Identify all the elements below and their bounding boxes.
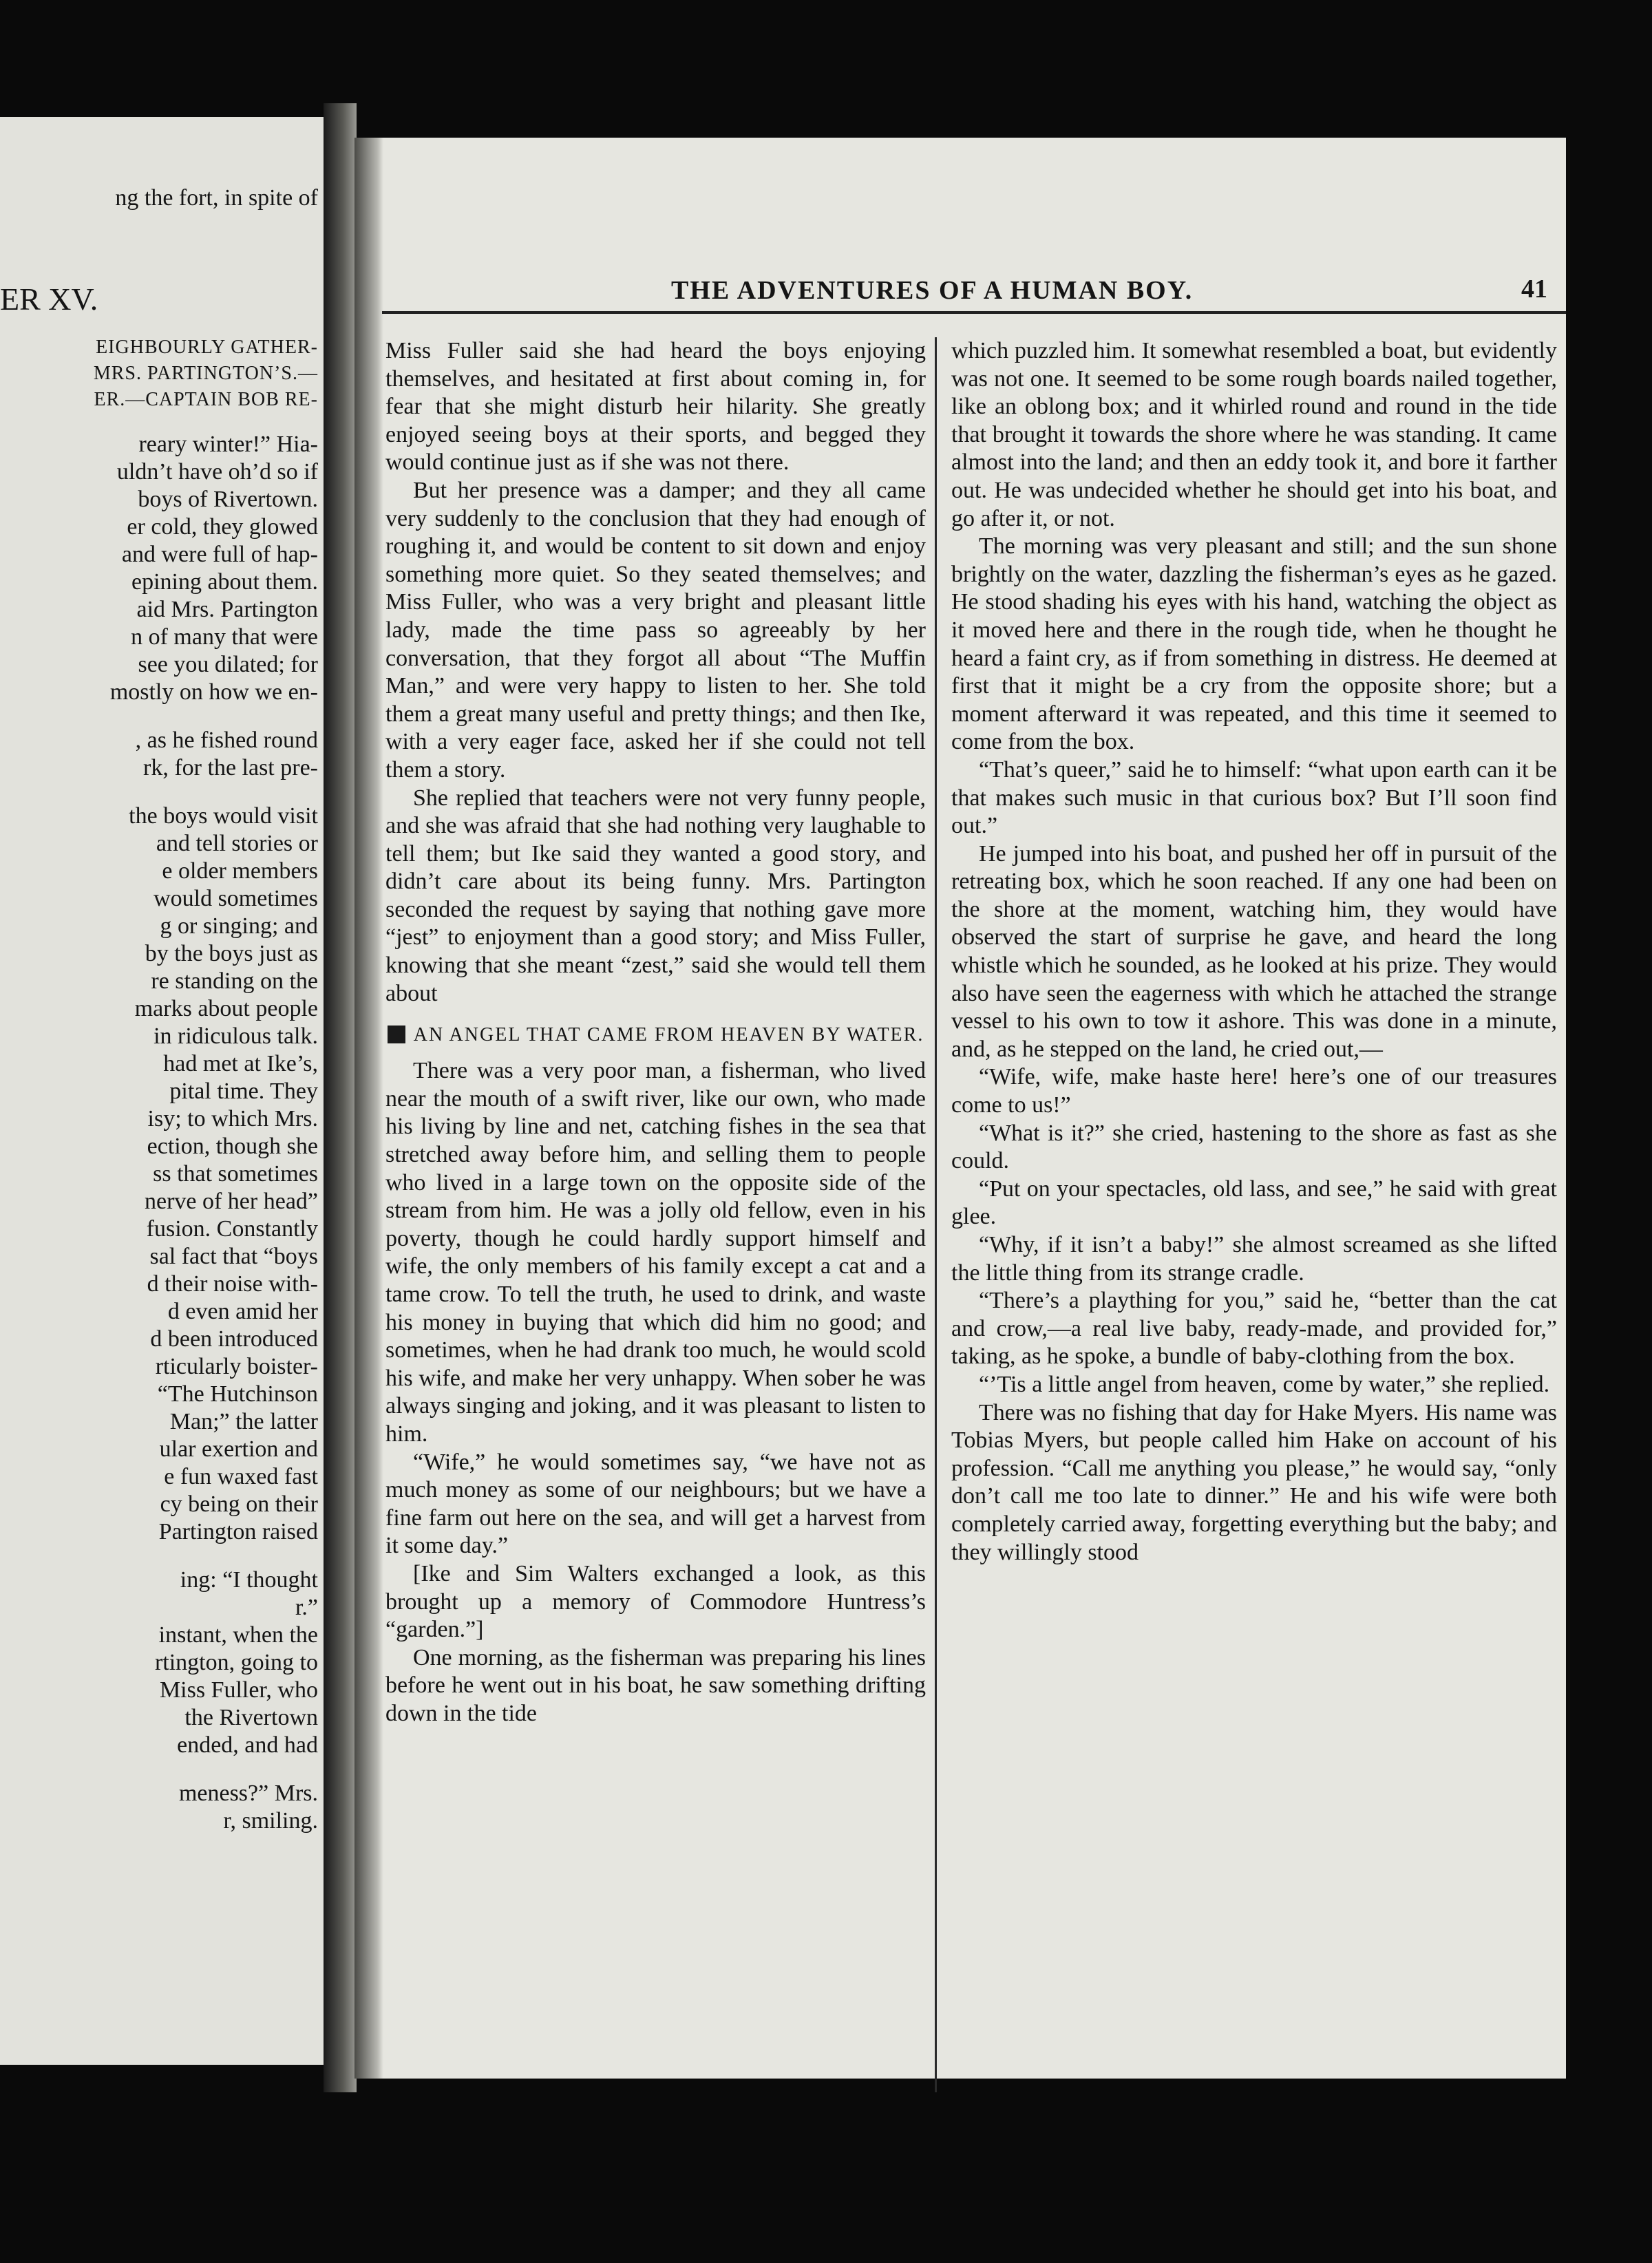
left-page-line: by the boys just as — [145, 941, 318, 966]
left-page-line: mostly on how we en- — [109, 679, 318, 705]
left-page-line: Miss Fuller, who — [159, 1677, 318, 1703]
left-page-line: the Rivertown — [184, 1705, 318, 1730]
paragraph: “Wife,” he would sometimes say, “we have not as much money as some of our neighbours; but we have a fine farm out here on the sea, and will get a harvest from it some day.” — [385, 1449, 926, 1559]
paragraph: Miss Fuller said she had heard the boys enjoying themselves, and hesitated at first about coming in, for fear that she might disturb heir hilarity. She greatly enjoyed seeing boys at their sports, and begged they would continue just as if she was not there. — [385, 338, 926, 476]
left-page-line: had met at Ike’s, — [163, 1051, 318, 1076]
left-page-line: d been introduced — [150, 1326, 318, 1352]
paragraph: “’Tis a little angel from heaven, come by water,” she replied. — [979, 1371, 1550, 1397]
paragraph: There was a very poor man, a fisherman, who lived near the mouth of a swift river, like our own, who made his living by line and net, catching fishes in the sea that stretched away before him, and selling them to people who lived in a large town on the opposite side of the stream from him. He was a jolly old fellow, even in his poverty, though he could hardly support himself and wife, the only members of his family except a cat and a tame crow. To tell the truth, he used to drink, and waste his money in buying that which did him no good; and sometimes, when he had drank too much, he would scold his wife, and make her very unhappy. When sober he was always singing and joking, and it was pleasant to listen to him. — [385, 1058, 926, 1447]
left-page-line: see you dilated; for — [138, 652, 318, 677]
paragraph: “Wife, wife, make haste here! here’s one of our treasures come to us!” — [951, 1064, 1557, 1118]
left-page-line: rticularly boister- — [155, 1354, 318, 1379]
left-page-line: g or singing; and — [160, 913, 318, 939]
left-page-line: d their noise with- — [147, 1271, 318, 1297]
left-page-line: ing: “I thought — [180, 1567, 318, 1593]
left-page-line: the boys would visit — [129, 803, 318, 829]
left-page-line: Man;” the latter — [169, 1409, 318, 1434]
left-page-line: e fun waxed fast — [164, 1464, 318, 1489]
paragraph: She replied that teachers were not very funny people, and she was afraid that she had nothing very laughable to tell them; but Ike said they wanted a good story, and didn’t care about its being funny. Mrs. Partington seconded the request by saying that nothing gave more “jest” to enjoyment than a good story; and Miss Fuller, knowing that she meant “zest,” said she would tell them about — [385, 785, 926, 1006]
paragraph: [Ike and Sim Walters exchanged a look, as this brought up a memory of Commodore Huntress’s “garden.”] — [385, 1560, 926, 1643]
section-marker-icon — [388, 1026, 405, 1043]
left-page — [0, 117, 324, 2065]
left-page-line: instant, when the — [158, 1622, 318, 1648]
scan-background — [0, 2092, 1652, 2263]
left-page-line: in ridiculous talk. — [153, 1023, 318, 1049]
paragraph: “That’s queer,” said he to himself: “what upon earth can it be that makes such music in that curious box? But I’ll soon find out.” — [951, 756, 1557, 839]
left-page-line: ended, and had — [177, 1732, 318, 1758]
left-page-line: isy; to which Mrs. — [147, 1106, 318, 1132]
left-page-line: e older members — [162, 858, 318, 884]
left-page-line: meness?” Mrs. — [178, 1781, 318, 1806]
left-page-line: sal fact that “boys — [149, 1244, 318, 1269]
left-page-line: cy being on their — [160, 1491, 318, 1517]
left-page-line: nerve of her head” — [144, 1189, 318, 1214]
left-page-line: would sometimes — [153, 886, 318, 911]
column-left — [385, 337, 926, 1728]
column-right — [951, 337, 1557, 1566]
section-heading-text: AN ANGEL THAT CAME FROM HEAVEN BY WATER. — [413, 1024, 924, 1046]
paragraph: “What is it?” she cried, hastening to the shore as fast as she could. — [951, 1120, 1557, 1174]
right-page — [354, 138, 1566, 2079]
left-page-line: and were full of hap- — [121, 542, 318, 567]
paragraph: The morning was very pleasant and still; and the sun shone brightly on the water, dazzling the fisherman’s eyes as he gazed. He stood shading his eyes with his hand, watching the object as it moved here and there in the rough tide, when he thought he heard a faint cry, as if from something in distress. He deemed at first that it might be a cry from the opposite shore; but a moment afterward it was repeated, and this time it seemed to come from the box. — [951, 533, 1557, 755]
left-page-line: boys of Rivertown. — [138, 487, 318, 512]
header-rule — [382, 311, 1566, 314]
paragraph: which puzzled him. It somewhat resembled a boat, but evidently was not one. It seemed to be some rough boards nailed together, like an oblong box; and it whirled round and round in the tide that brought it towards the shore where he was standing. It came almost into the land; and then an eddy took it, and bore it farther out. He was undecided whether he should get into his boat, and go after it, or not. — [951, 338, 1557, 531]
left-page-line: EIGHBOURLY GATHER- — [96, 337, 318, 358]
left-page-line: MRS. PARTINGTON’S.— — [93, 363, 318, 384]
left-page-line: pital time. They — [169, 1079, 318, 1104]
left-page-line: r.” — [295, 1595, 318, 1620]
paragraph: “There’s a plaything for you,” said he, “better than the cat and crow,—a real live baby, ready-made, and provided for,” taking, as he spoke, a bundle of baby-clothing from the box. — [951, 1288, 1557, 1370]
left-page-line: “The Hutchinson — [157, 1381, 318, 1407]
paragraph: But her presence was a damper; and they all came very suddenly to the conclusion that they had enough of roughing it, and would be content to sit down and enjoy something more quiet. So they seated themselves; and Miss Fuller, who was a very bright and pleasant little lady, made the time pass so agreeably by her conversation, that they forgot all about “The Muffin Man,” and were very happy to listen to her. She told them a great many useful and pretty things; and then Ike, with a very eager face, asked her if she could not tell them a story. — [385, 477, 926, 783]
left-page-line: ection, though she — [147, 1134, 318, 1159]
book-gutter — [324, 103, 357, 2099]
paragraph: There was no fishing that day for Hake Myers. His name was Tobias Myers, but people called him Hake on account of his profession. “Call me anything you please,” he would say, “only don’t call me too late to dinner.” He and his wife were both completely carried away, forgetting everything but the baby; and they willingly stood — [951, 1399, 1557, 1565]
left-page-line: and tell stories or — [156, 831, 318, 856]
paragraph: “Put on your spectacles, old lass, and see,” he said with great glee. — [951, 1176, 1557, 1230]
left-page-line: ng the fort, in spite of — [115, 185, 318, 211]
left-page-line: ER.—CAPTAIN BOB RE- — [94, 389, 318, 410]
left-page-line: reary winter!” Hia- — [138, 432, 318, 457]
left-page-line: rtington, going to — [154, 1650, 318, 1675]
left-page-line: , as he fished round — [135, 727, 318, 753]
paragraph: One morning, as the fisherman was preparing his lines before he went out in his boat, he saw something drifting down in the tide — [385, 1644, 926, 1726]
left-page-line: rk, for the last pre- — [143, 755, 318, 780]
left-page-line: ss that sometimes — [153, 1161, 318, 1187]
section-heading — [385, 1020, 926, 1050]
left-page-line: epining about them. — [131, 569, 318, 595]
left-page-line: marks about people — [134, 996, 318, 1021]
left-page-line: Partington raised — [158, 1519, 318, 1544]
left-page-line: r, smiling. — [223, 1808, 318, 1834]
left-page-line: ER XV. — [0, 286, 98, 313]
column-rule — [935, 337, 937, 2209]
left-page-line: re standing on the — [151, 968, 318, 994]
left-page-line: ular exertion and — [159, 1436, 318, 1462]
left-page-line: er cold, they glowed — [127, 514, 318, 540]
paragraph: He jumped into his boat, and pushed her off in pursuit of the retreating box, which he soon reached. If any one had been on the shore at the moment, watching him, they would have observed the start of surprise he gave, and heard the long whistle which he sounded, as he looked at his prize. They would also have seen the eagerness with which he attached the strange vessel to his own to tow it ashore. This was done in a minute, and, as he stepped on the land, he cried out,— — [951, 840, 1557, 1062]
paragraph: “Why, if it isn’t a baby!” she almost screamed as she lifted the little thing from its strange cradle. — [951, 1232, 1557, 1286]
left-page-line: aid Mrs. Partington — [136, 597, 318, 622]
page-number: 41 — [1521, 275, 1547, 304]
left-page-line: uldn’t have oh’d so if — [116, 459, 318, 485]
left-page-line: d even amid her — [167, 1299, 318, 1324]
left-page-line: n of many that were — [131, 624, 318, 650]
spine-shadow — [354, 138, 383, 2079]
running-head: THE ADVENTURES OF A HUMAN BOY. — [671, 276, 1194, 305]
left-page-line: fusion. Constantly — [146, 1216, 318, 1242]
